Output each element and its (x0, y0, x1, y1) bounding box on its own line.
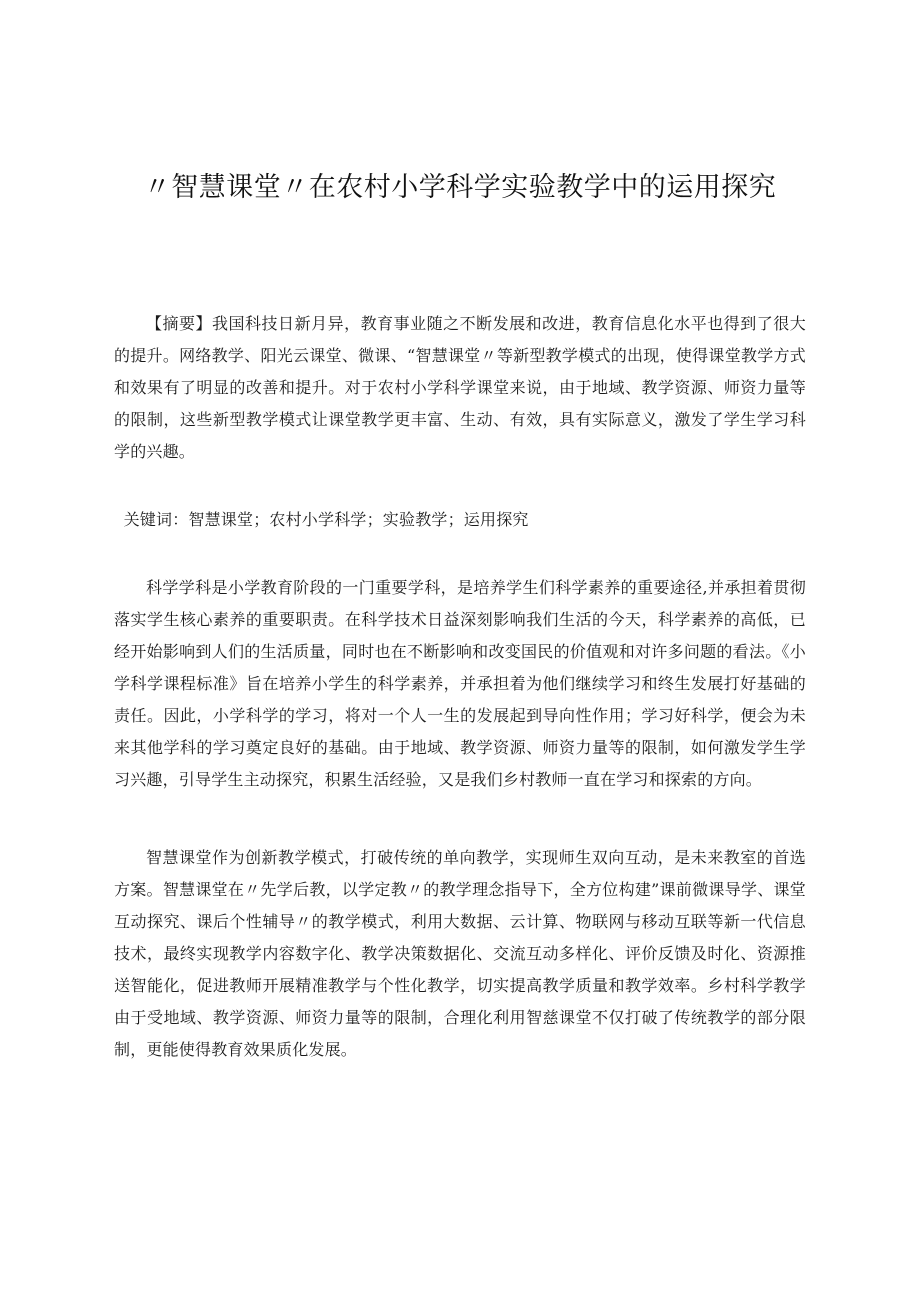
keywords-line: 关键词：智慧课堂；农村小学科学；实验教学；运用探究 (123, 510, 529, 529)
abstract-label: 【摘要】 (146, 314, 213, 333)
body-paragraph: 科学学科是小学教育阶段的一门重要学科，是培养学生们科学素养的重要途径,并承担着贯彻落实学生核心素养的重要职责。在科学技术日益深刻影响我们生活的今天，科学素养的高低，已经开始影响到人们的生活质量，同时也在不断影响和改变国民的价值观和对许多问题的看法。《小学科学课程标准》旨在培养小学生的科学素养，并承担着为他们继续学习和终生发展打好基础的责任。因此，小学科学的学习，将对一个人一生的发展起到导向性作用；学习好科学，便会为未来其他学科的学习奠定良好的基础。由于地域、教学资源、师资力量等的限制，如何激发学生学习兴趣，引导学生主动探究，积累生活经验，又是我们乡村教师一直在学习和探索的方向。 (114, 578, 806, 789)
abstract-paragraph (114, 308, 806, 468)
document-title: 〃智慧课堂〃在农村小学科学实验教学中的运用探究 (143, 172, 777, 203)
body-paragraph: 智慧课堂作为创新教学模式，打破传统的单向教学，实现师生双向互动，是未来教室的首选方案。智慧课堂在〃先学后教，以学定教〃的教学理念指导下，全方位构建”课前微课导学、课堂互动探究、课后个性辅导〃的教学模式，利用大数据、云计算、物联网与移动互联等新一代信息技术，最终实现教学内容数字化、教学决策数据化、交流互动多样化、评价反馈及时化、资源推送智能化，促进教师开展精准教学与个性化教学，切实提高教学质量和教学效率。乡村科学教学由于受地域、教学资源、师资力量等的限制，合理化利用智慈课堂不仅打破了传统教学的部分限制，更能使得教育效果质化发展。 (114, 848, 806, 1059)
document-body (114, 308, 806, 1066)
abstract-text: 我国科技日新月异，教育事业随之不断发展和改进，教育信息化水平也得到了很大的提升。网络教学、阳光云课堂、微课、“智慧课堂〃等新型教学模式的出现，使得课堂教学方式和效果有了明显的改善和提升。对于农村小学科学课堂来说，由于地域、教学资源、师资力量等的限制，这些新型教学模式让课堂教学更丰富、生动、有效，具有实际意义，激发了学生学习科学的兴趣。 (114, 314, 806, 461)
